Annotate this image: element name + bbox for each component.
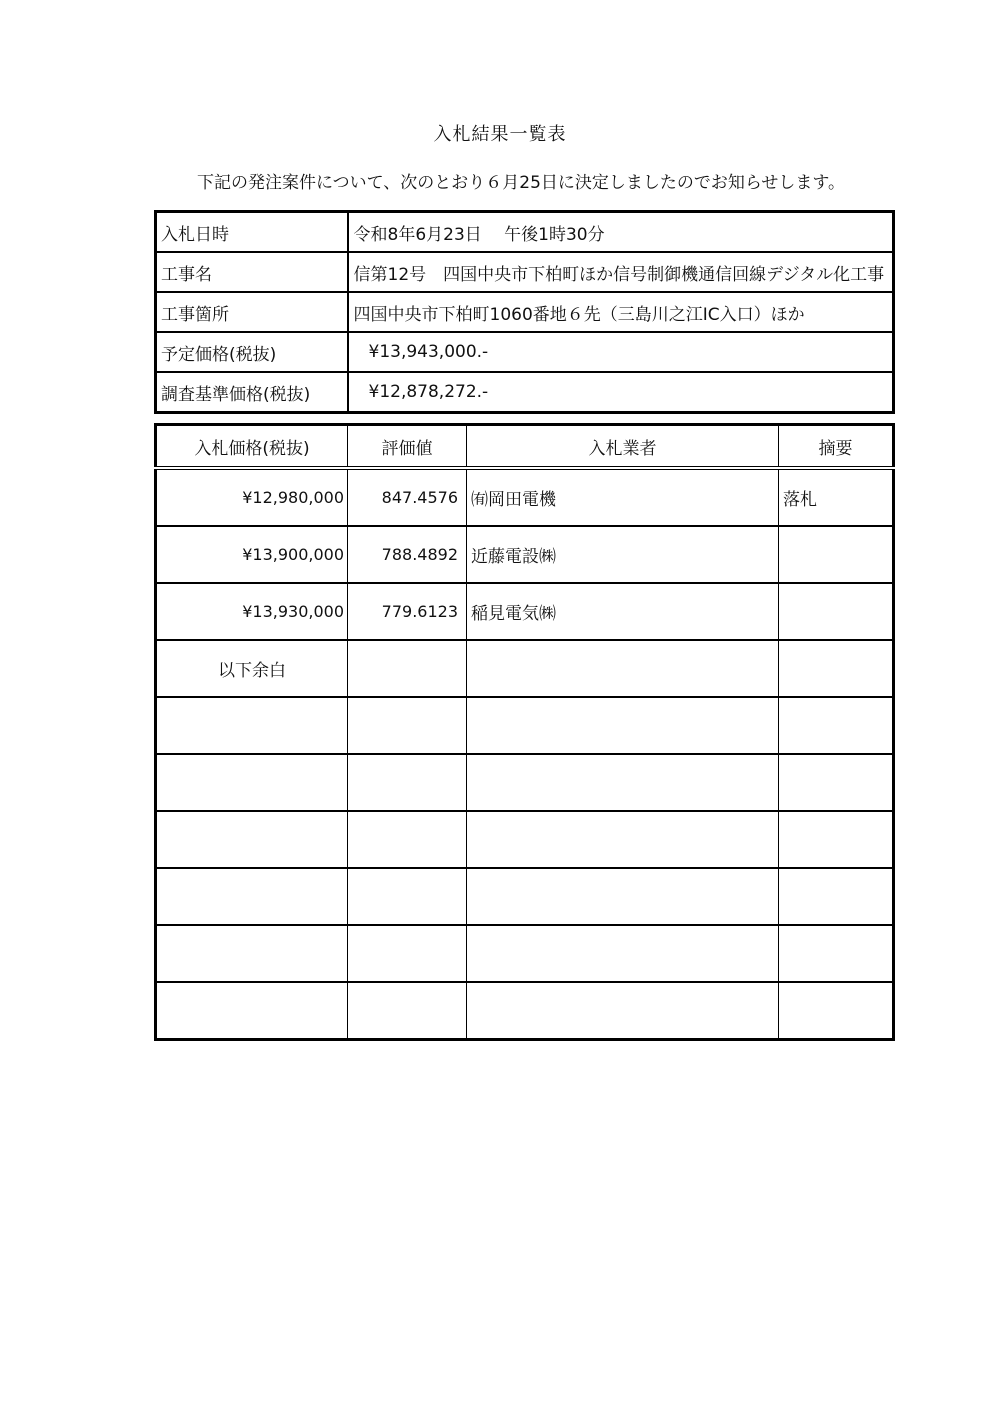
info-row-project-name	[156, 252, 894, 292]
table-row	[156, 640, 894, 697]
info-row-date	[156, 212, 894, 253]
empty-cell	[467, 640, 779, 697]
info-label: 入札日時	[156, 212, 348, 253]
info-value: 信第12号 四国中央市下柏町ほか信号制御機通信回線デジタル化工事	[348, 252, 894, 292]
table-row	[156, 583, 894, 640]
empty-cell	[779, 640, 894, 697]
info-label: 工事箇所	[156, 292, 348, 332]
table-row	[156, 468, 894, 526]
bid-price: ¥13,930,000	[156, 583, 348, 640]
header-bidder: 入札業者	[467, 425, 779, 469]
score: 847.4576	[348, 468, 467, 526]
score: 779.6123	[348, 583, 467, 640]
bid-price: ¥12,980,000	[156, 468, 348, 526]
info-value: ¥13,943,000.-	[348, 332, 894, 372]
remarks: 落札	[779, 468, 894, 526]
info-row-location	[156, 292, 894, 332]
empty-row	[156, 982, 894, 1040]
results-header-row	[156, 425, 894, 469]
empty-row	[156, 925, 894, 982]
header-remarks: 摘要	[779, 425, 894, 469]
bid-info-table	[154, 210, 895, 414]
info-value: 四国中央市下柏町1060番地６先（三島川之江IC入口）ほか	[348, 292, 894, 332]
header-bid-price: 入札価格(税抜)	[156, 425, 348, 469]
remarks	[779, 526, 894, 583]
bid-price: ¥13,900,000	[156, 526, 348, 583]
info-row-survey-price	[156, 372, 894, 413]
empty-row	[156, 868, 894, 925]
empty-row	[156, 811, 894, 868]
bidder: 稲見電気㈱	[467, 583, 779, 640]
page-title: 入札結果一覧表	[433, 124, 567, 145]
remarks	[779, 583, 894, 640]
header-score: 評価値	[348, 425, 467, 469]
info-row-planned-price	[156, 332, 894, 372]
bid-results-table	[154, 423, 895, 1041]
bidder: ㈲岡田電機	[467, 468, 779, 526]
table-row	[156, 526, 894, 583]
info-label: 予定価格(税抜)	[156, 332, 348, 372]
info-label: 調査基準価格(税抜)	[156, 372, 348, 413]
intro-text: 下記の発注案件について、次のとおり６月25日に決定しましたのでお知らせします。	[196, 173, 846, 193]
info-value: ¥12,878,272.-	[348, 372, 894, 413]
empty-row	[156, 697, 894, 754]
info-value: 令和8年6月23日 午後1時30分	[348, 212, 894, 253]
empty-row	[156, 754, 894, 811]
info-label: 工事名	[156, 252, 348, 292]
score: 788.4892	[348, 526, 467, 583]
bidder: 近藤電設㈱	[467, 526, 779, 583]
empty-cell	[348, 640, 467, 697]
remainder-label: 以下余白	[156, 640, 348, 697]
